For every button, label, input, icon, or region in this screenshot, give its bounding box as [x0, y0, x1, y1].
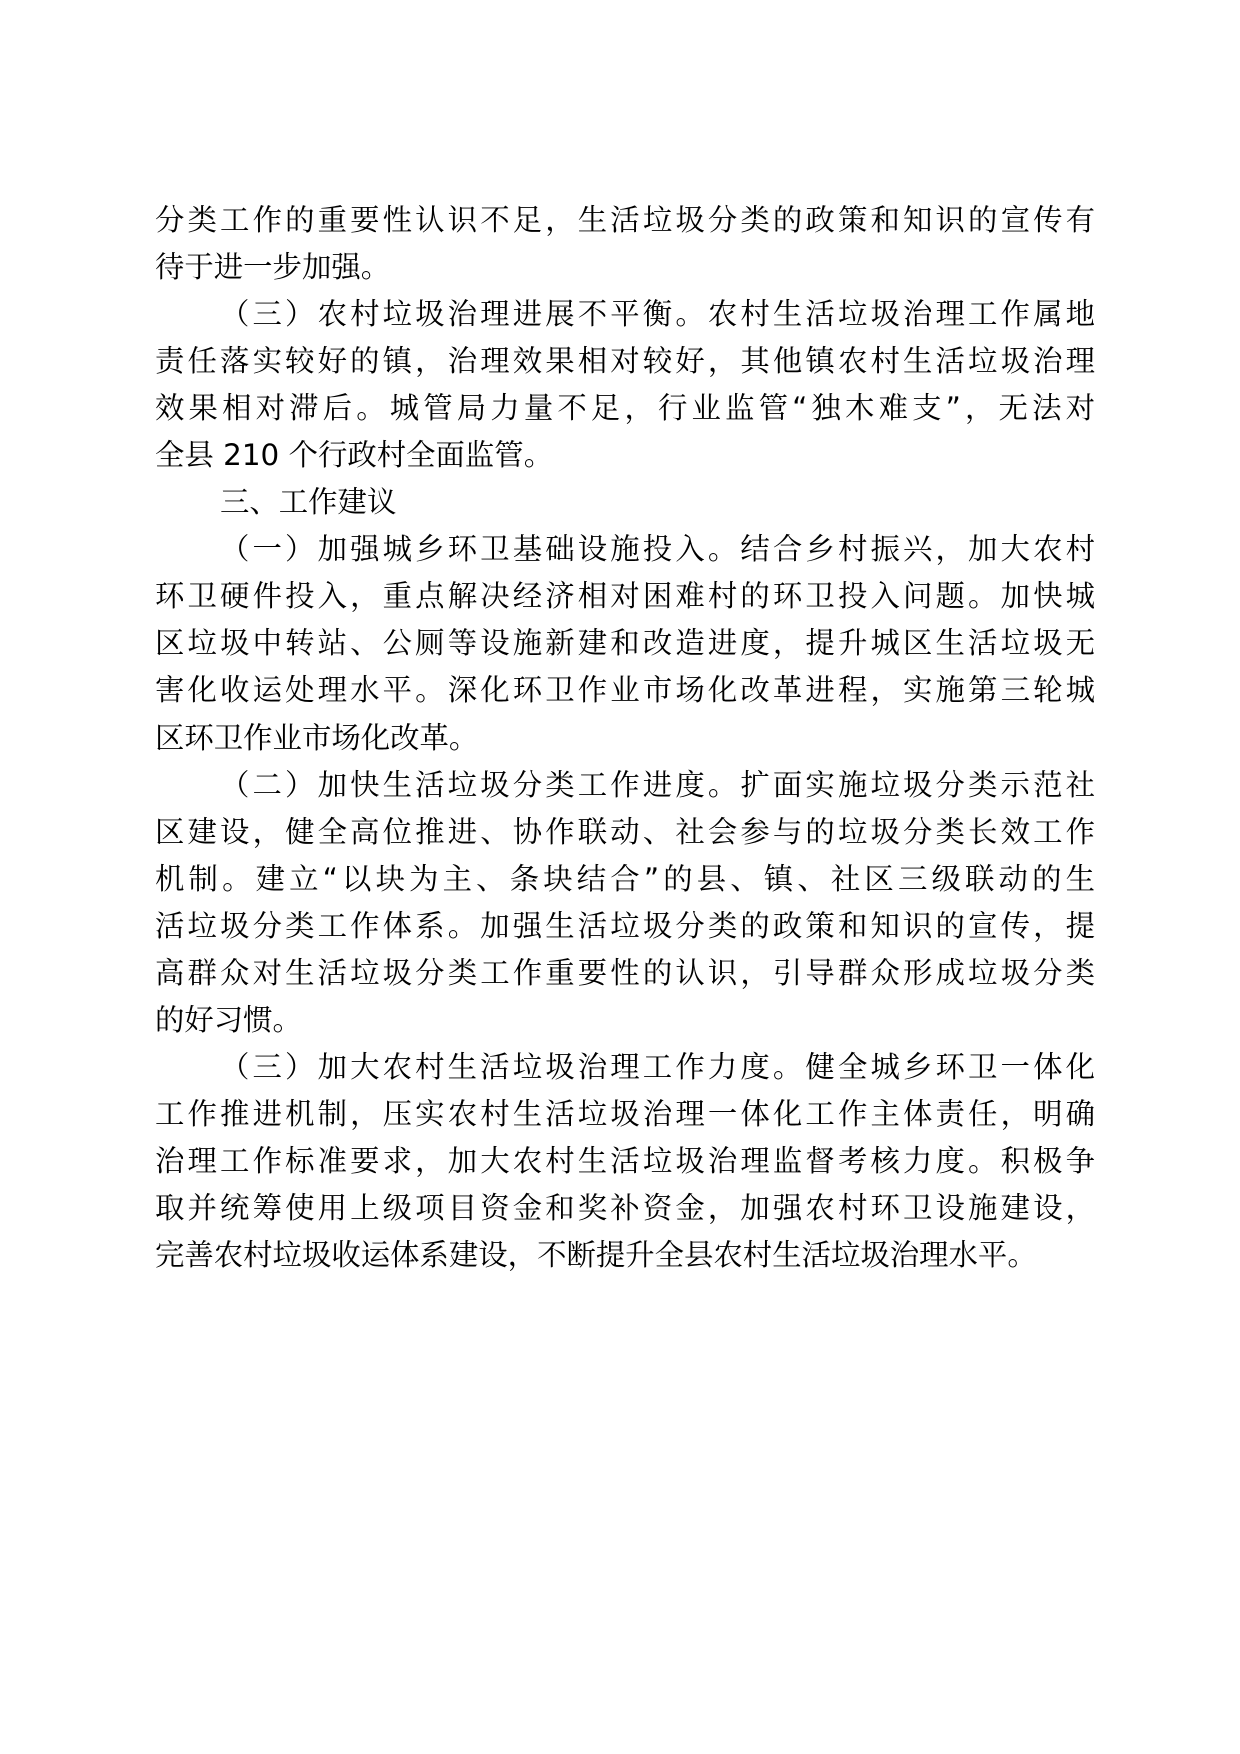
- paragraph-heading-line: （二）加快生活垃圾分类工作进度。扩面实施垃圾分类示范社: [220, 767, 1095, 802]
- text-line: 工作推进机制，压实农村生活垃圾治理一体化工作主体责任，明确: [155, 1096, 1095, 1131]
- text-line: 取并统筹使用上级项目资金和奖补资金，加强农村环卫设施建设，: [155, 1190, 1095, 1225]
- text-line: 的好习惯。: [155, 1002, 302, 1037]
- text-line: 全县 210 个行政村全面监管。: [155, 438, 554, 473]
- text-line: 区建设，健全高位推进、协作联动、社会参与的垃圾分类长效工作: [155, 814, 1095, 849]
- text-line: 高群众对生活垃圾分类工作重要性的认识，引导群众形成垃圾分类: [155, 955, 1095, 990]
- text-line: 区垃圾中转站、公厕等设施新建和改造进度，提升城区生活垃圾无: [155, 626, 1095, 661]
- section-heading: 三、工作建议: [220, 485, 397, 520]
- text-line: 完善农村垃圾收运体系建设，不断提升全县农村生活垃圾治理水平。: [155, 1238, 1037, 1273]
- text-line: 活垃圾分类工作体系。加强生活垃圾分类的政策和知识的宣传，提: [155, 908, 1095, 943]
- text-line: 区环卫作业市场化改革。: [155, 720, 479, 755]
- text-line: 害化收运处理水平。深化环卫作业市场化改革进程，实施第三轮城: [155, 673, 1095, 708]
- document-body: [155, 197, 1095, 1279]
- text-line: 环卫硬件投入，重点解决经济相对困难村的环卫投入问题。加快城: [155, 579, 1095, 614]
- text-line: 分类工作的重要性认识不足，生活垃圾分类的政策和知识的宣传有: [155, 203, 1095, 237]
- text-line: 责任落实较好的镇，治理效果相对较好，其他镇农村生活垃圾治理: [155, 344, 1095, 379]
- text-line: 待于进一步加强。: [155, 250, 391, 285]
- text-line: 效果相对滞后。城管局力量不足，行业监管“独木难支”，无法对: [155, 391, 1095, 426]
- text-line: 机制。建立“以块为主、条块结合”的县、镇、社区三级联动的生: [155, 861, 1095, 896]
- text-line: 治理工作标准要求，加大农村生活垃圾治理监督考核力度。积极争: [155, 1143, 1095, 1178]
- paragraph-heading-line: （三）农村垃圾治理进展不平衡。农村生活垃圾治理工作属地: [220, 297, 1095, 332]
- paragraph-heading-line: （三）加大农村生活垃圾治理工作力度。健全城乡环卫一体化: [220, 1049, 1095, 1084]
- paragraph-heading-line: （一）加强城乡环卫基础设施投入。结合乡村振兴，加大农村: [220, 532, 1095, 567]
